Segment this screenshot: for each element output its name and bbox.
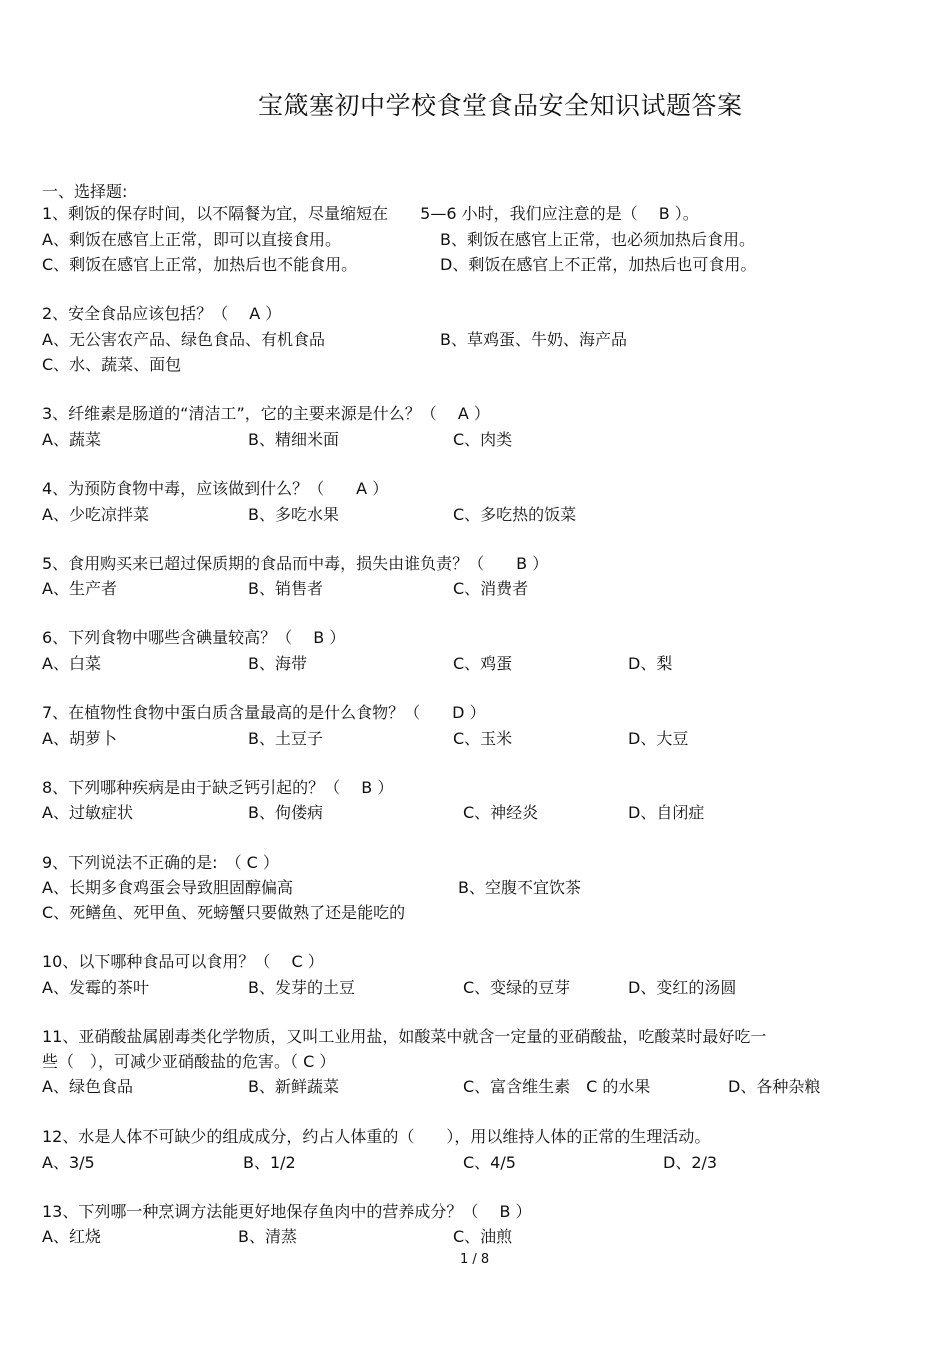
option: C、水、蔬菜、面包 bbox=[42, 355, 182, 374]
option: A、胡萝卜 bbox=[42, 729, 117, 748]
option: B、剩饭在感官上正常，也必须加热后食用。 bbox=[440, 230, 755, 249]
option: D、自闭症 bbox=[628, 803, 705, 822]
option: C、多吃热的饭菜 bbox=[453, 505, 577, 524]
option: A、无公害农产品、绿色食品、有机食品 bbox=[42, 330, 325, 349]
option: B、草鸡蛋、牛奶、海产品 bbox=[440, 330, 627, 349]
question-text: 3、纤维素是肠道的“清洁工”，它的主要来源是什么？（ A ） bbox=[42, 404, 490, 423]
option: A、生产者 bbox=[42, 579, 117, 598]
question-text: 12、水是人体不可缺少的组成成分，约占人体重的（ ），用以维持人体的正常的生理活动。 bbox=[42, 1127, 711, 1146]
option: D、剩饭在感官上不正常，加热后也可食用。 bbox=[440, 255, 757, 274]
option: D、变红的汤圆 bbox=[628, 978, 737, 997]
question-text: 4、为预防食物中毒，应该做到什么？（ A ） bbox=[42, 479, 389, 498]
option: B、发芽的土豆 bbox=[248, 978, 355, 997]
question-text: 7、在植物性食物中蛋白质含量最高的是什么食物？（ D ） bbox=[42, 703, 486, 722]
option: B、海带 bbox=[248, 654, 307, 673]
question-text-continued: 些（ ），可减少亚硝酸盐的危害。（ C ） bbox=[42, 1052, 336, 1071]
section-heading: 一、选择题: bbox=[42, 182, 128, 201]
option: D、梨 bbox=[628, 654, 673, 673]
page-number: 1 / 8 bbox=[460, 1252, 490, 1267]
option: C、鸡蛋 bbox=[453, 654, 513, 673]
option: B、空腹不宜饮茶 bbox=[458, 878, 581, 897]
question-text: 9、下列说法不正确的是: （ C ） bbox=[42, 853, 279, 872]
option: C、富含维生素 C 的水果 bbox=[463, 1077, 651, 1096]
question-text: 11、亚硝酸盐属剧毒类化学物质，又叫工业用盐，如酸菜中就含一定量的亚硝酸盐，吃酸菜时最好吃一 bbox=[42, 1027, 767, 1046]
option: B、清蒸 bbox=[238, 1227, 297, 1246]
option: A、过敏症状 bbox=[42, 803, 133, 822]
option: A、剩饭在感官上正常，即可以直接食用。 bbox=[42, 230, 341, 249]
option: B、销售者 bbox=[248, 579, 323, 598]
option: B、1/2 bbox=[243, 1153, 296, 1172]
option: B、多吃水果 bbox=[248, 505, 339, 524]
question-text: 8、下列哪种疾病是由于缺乏钙引起的？（ B ） bbox=[42, 778, 394, 797]
option: D、2/3 bbox=[663, 1153, 718, 1172]
option: C、消费者 bbox=[453, 579, 529, 598]
question-text: 13、下列哪一种烹调方法能更好地保存鱼肉中的营养成分？（ B ） bbox=[42, 1202, 532, 1221]
option: D、各种杂粮 bbox=[728, 1077, 821, 1096]
document-title: 宝箴塞初中学校食堂食品安全知识试题答案 bbox=[258, 91, 743, 120]
option: C、肉类 bbox=[453, 430, 513, 449]
option: A、白菜 bbox=[42, 654, 101, 673]
question-text: 6、下列食物中哪些含碘量较高？（ B ） bbox=[42, 628, 346, 647]
option: B、土豆子 bbox=[248, 729, 323, 748]
option: C、神经炎 bbox=[463, 803, 539, 822]
option: C、变绿的豆芽 bbox=[463, 978, 571, 997]
option: B、新鲜蔬菜 bbox=[248, 1077, 339, 1096]
option: A、3/5 bbox=[42, 1153, 95, 1172]
option: B、佝偻病 bbox=[248, 803, 323, 822]
option: C、剩饭在感官上正常，加热后也不能食用。 bbox=[42, 255, 358, 274]
option: C、玉米 bbox=[453, 729, 513, 748]
question-text: 2、安全食品应该包括？（ A ） bbox=[42, 304, 282, 323]
option: A、红烧 bbox=[42, 1227, 101, 1246]
option: C、油煎 bbox=[453, 1227, 513, 1246]
question-text: 10、以下哪种食品可以食用？（ C ） bbox=[42, 952, 324, 971]
option: B、精细米面 bbox=[248, 430, 339, 449]
option: A、蔬菜 bbox=[42, 430, 101, 449]
option: A、少吃凉拌菜 bbox=[42, 505, 149, 524]
option: A、绿色食品 bbox=[42, 1077, 133, 1096]
question-text: 1、剩饭的保存时间，以不隔餐为宜，尽量缩短在 5—6 小时，我们应注意的是（ B ）。 bbox=[42, 204, 699, 223]
option: A、长期多食鸡蛋会导致胆固醇偏高 bbox=[42, 878, 293, 897]
question-text: 5、食用购买来已超过保质期的食品而中毒，损失由谁负责？（ B ） bbox=[42, 554, 549, 573]
option: C、4/5 bbox=[463, 1153, 516, 1172]
option: D、大豆 bbox=[628, 729, 689, 748]
option: C、死鳝鱼、死甲鱼、死螃蟹只要做熟了还是能吃的 bbox=[42, 903, 406, 922]
option: A、发霉的茶叶 bbox=[42, 978, 149, 997]
